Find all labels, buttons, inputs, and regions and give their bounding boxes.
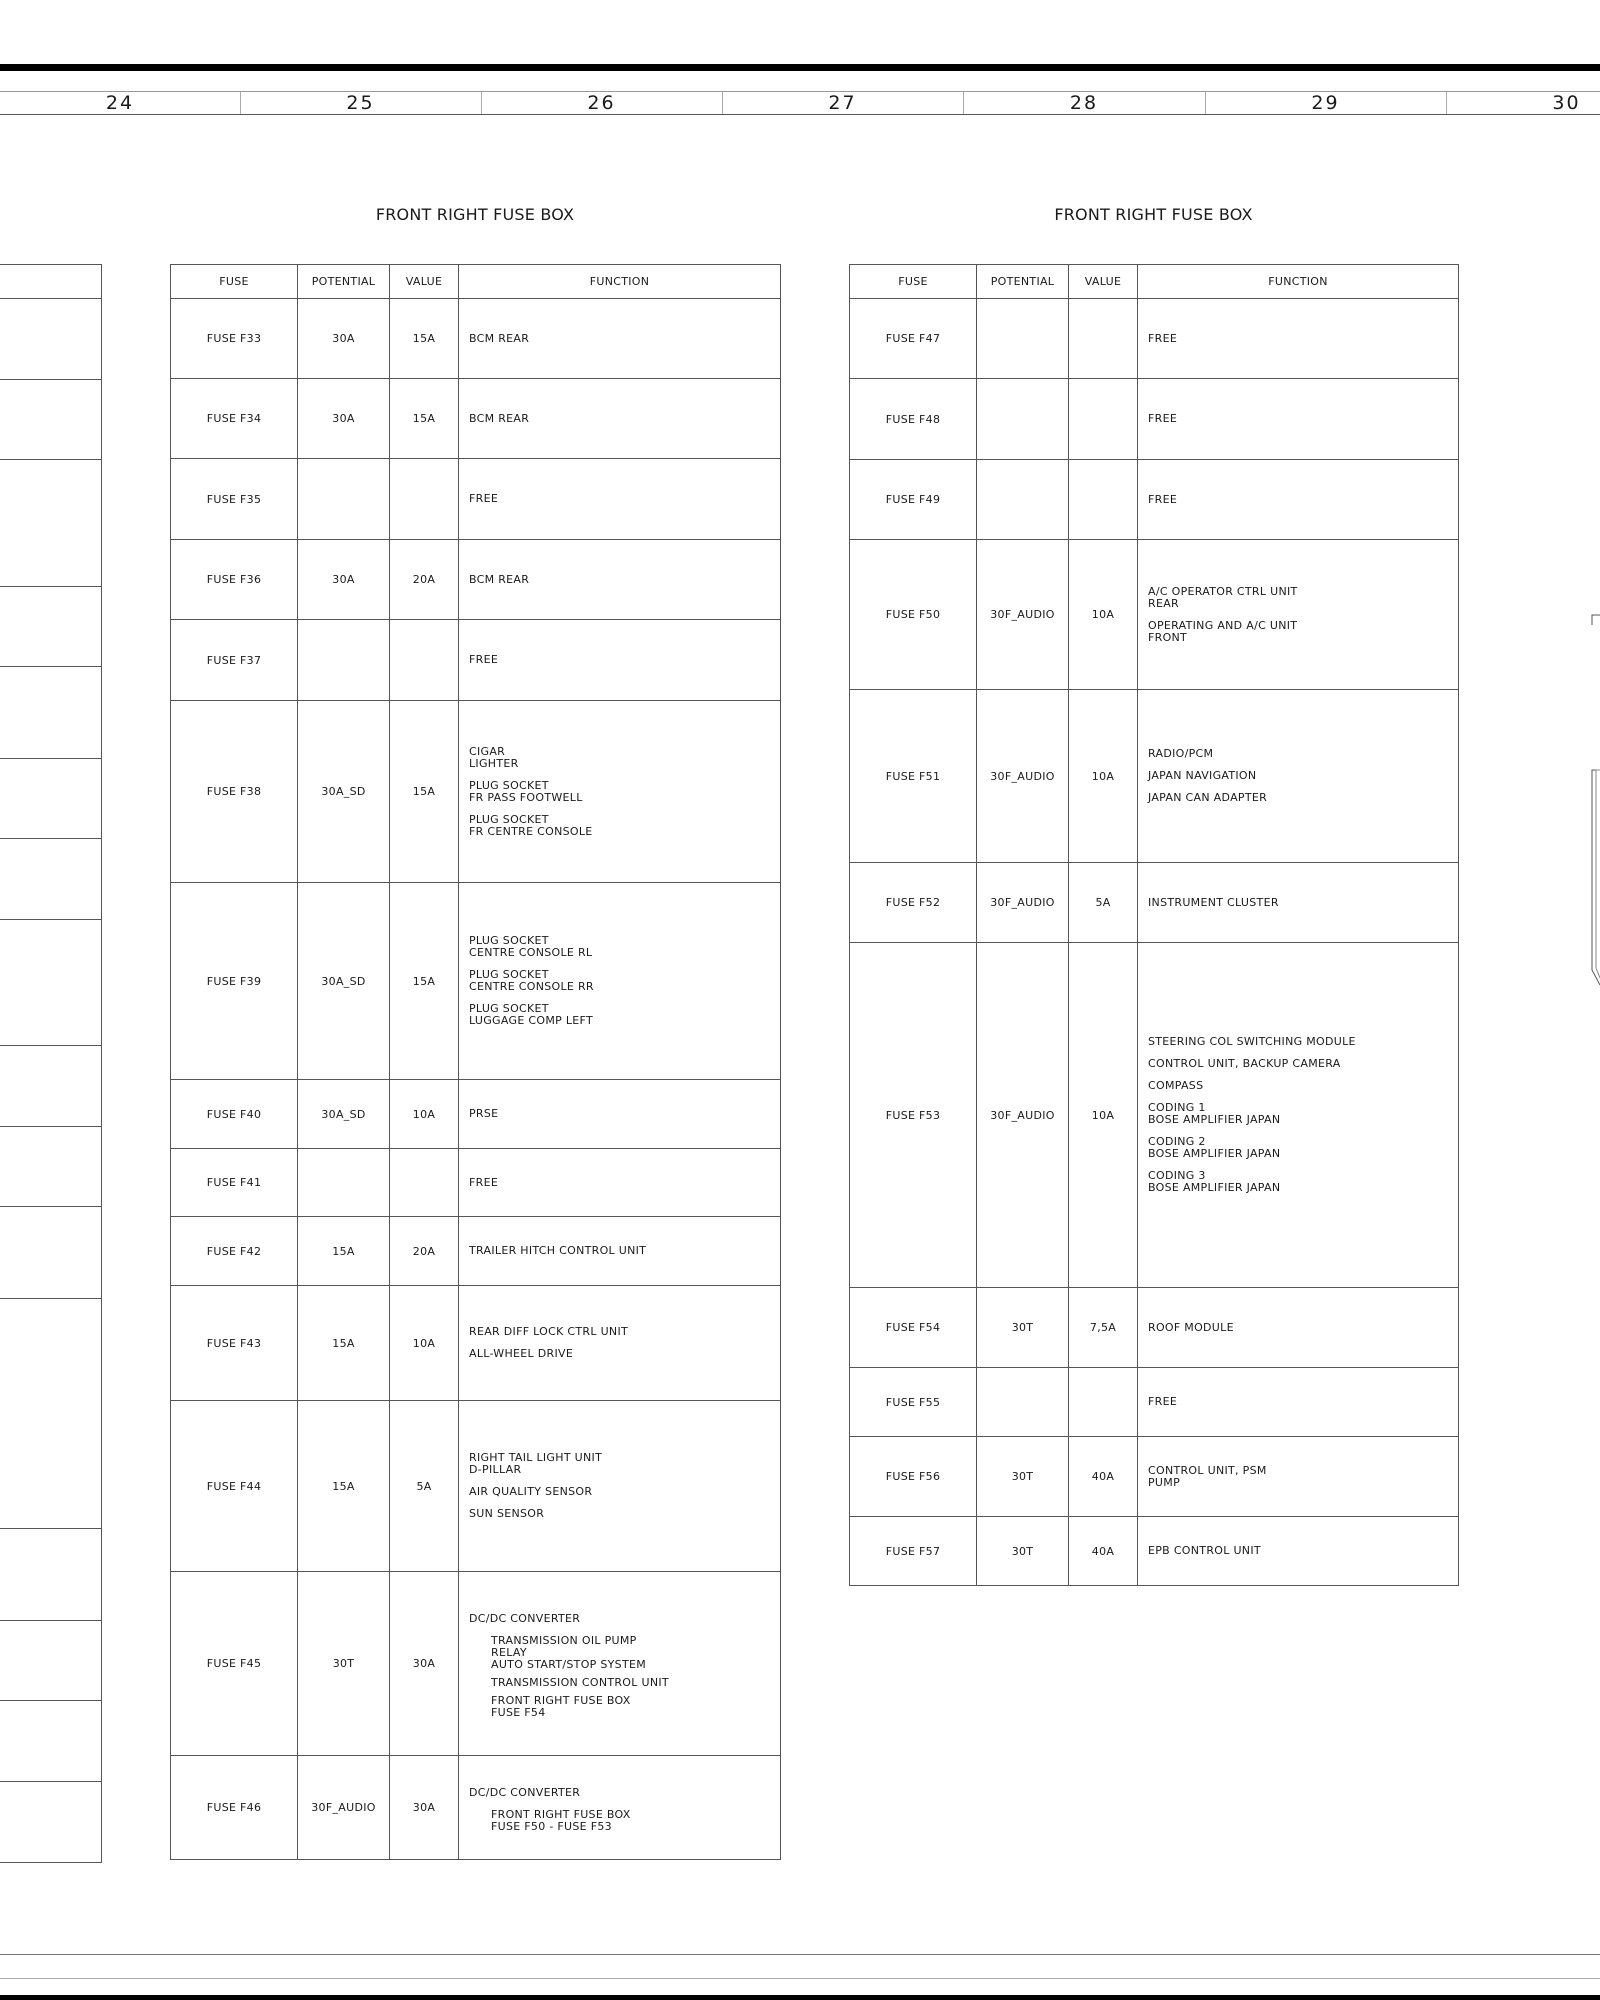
function-entry: CODING 2 BOSE AMPLIFIER JAPAN xyxy=(1148,1135,1281,1160)
table-row xyxy=(171,459,781,540)
fuse-cell: FUSE F40 xyxy=(171,1080,298,1149)
value-cell: 5A xyxy=(1069,863,1138,943)
function-cell xyxy=(459,1756,781,1860)
function-cell xyxy=(459,1286,781,1401)
potential-cell: 30F_AUDIO xyxy=(977,943,1069,1288)
fuse-cell: FUSE F37 xyxy=(171,620,298,701)
table-rule xyxy=(0,1781,101,1782)
function-entry: OPERATING AND A/C UNIT FRONT xyxy=(1148,618,1298,644)
fuse-cell: FUSE F56 xyxy=(850,1437,977,1517)
function-entry: EPB CONTROL UNIT xyxy=(1148,1544,1261,1557)
table-rule xyxy=(0,1206,101,1207)
column-ruler xyxy=(0,91,1600,115)
value-cell xyxy=(390,1149,459,1217)
header-fuse: FUSE xyxy=(850,265,977,299)
value-cell: 15A xyxy=(390,299,459,379)
table-row xyxy=(171,1149,781,1217)
table-row xyxy=(171,883,781,1080)
function-entry: JAPAN CAN ADAPTER xyxy=(1148,791,1268,804)
function-cell xyxy=(1138,690,1459,863)
potential-cell: 30A xyxy=(298,379,390,459)
bottom-border-bar xyxy=(0,1995,1600,2000)
right-fuse-table xyxy=(849,264,1459,1586)
table-rule xyxy=(0,264,101,265)
function-entry: ALL-WHEEL DRIVE xyxy=(469,1347,574,1360)
function-cell xyxy=(1138,460,1459,540)
potential-cell: 30T xyxy=(298,1572,390,1756)
value-cell: 40A xyxy=(1069,1517,1138,1586)
function-entry: JAPAN NAVIGATION xyxy=(1148,769,1257,782)
potential-cell xyxy=(298,459,390,540)
potential-cell: 30A xyxy=(298,540,390,620)
function-entry: FRONT RIGHT FUSE BOX FUSE F54 xyxy=(491,1693,631,1719)
table-row xyxy=(171,1756,781,1860)
function-entry: CONTROL UNIT, PSM PUMP xyxy=(1148,1463,1267,1489)
function-cell xyxy=(459,1080,781,1149)
value-cell: 40A xyxy=(1069,1437,1138,1517)
header-fuse: FUSE xyxy=(171,265,298,299)
value-cell xyxy=(1069,1368,1138,1437)
value-cell xyxy=(390,620,459,701)
fuse-cell: FUSE F34 xyxy=(171,379,298,459)
table-rule xyxy=(0,1620,101,1621)
ruler-cell: 27 xyxy=(828,92,857,114)
function-entry: STEERING COL SWITCHING MODULE xyxy=(1148,1035,1356,1048)
potential-cell xyxy=(298,1149,390,1217)
table-row xyxy=(850,1368,1459,1437)
fuse-cell: FUSE F54 xyxy=(850,1288,977,1368)
function-entry: ROOF MODULE xyxy=(1148,1320,1234,1334)
header-value: VALUE xyxy=(390,265,459,299)
table-rule xyxy=(0,1298,101,1299)
value-cell: 10A xyxy=(1069,943,1138,1288)
table-rule xyxy=(0,838,101,839)
value-cell: 10A xyxy=(390,1080,459,1149)
function-cell xyxy=(459,1149,781,1217)
potential-cell: 30A_SD xyxy=(298,883,390,1080)
function-cell xyxy=(459,620,781,701)
table-row xyxy=(850,1517,1459,1586)
table-rule xyxy=(0,1045,101,1046)
value-cell xyxy=(1069,299,1138,379)
function-entry: FREE xyxy=(1148,492,1178,506)
bottom-rule xyxy=(0,1978,1600,1979)
function-entry: DC/DC CONVERTER xyxy=(469,1611,581,1625)
value-cell: 30A xyxy=(390,1572,459,1756)
value-cell: 15A xyxy=(390,379,459,459)
function-entry: CODING 1 BOSE AMPLIFIER JAPAN xyxy=(1148,1101,1281,1126)
function-entry: FREE xyxy=(469,1175,499,1189)
right-fuse-box-title: FRONT RIGHT FUSE BOX xyxy=(1054,205,1253,224)
function-cell xyxy=(459,883,781,1080)
fuse-cell: FUSE F44 xyxy=(171,1401,298,1572)
table-row xyxy=(850,460,1459,540)
value-cell: 20A xyxy=(390,1217,459,1286)
function-cell xyxy=(459,1217,781,1286)
function-entry: SUN SENSOR xyxy=(469,1507,545,1520)
table-row xyxy=(171,620,781,701)
potential-cell xyxy=(977,1368,1069,1437)
function-cell xyxy=(1138,299,1459,379)
fuse-cell: FUSE F46 xyxy=(171,1756,298,1860)
potential-cell xyxy=(977,460,1069,540)
ruler-cell: 24 xyxy=(105,92,135,114)
function-cell xyxy=(1138,540,1459,690)
potential-cell: 15A xyxy=(298,1217,390,1286)
function-entry: COMPASS xyxy=(1148,1079,1204,1092)
fuse-cell: FUSE F48 xyxy=(850,379,977,460)
top-border-bar xyxy=(0,64,1600,71)
table-rule xyxy=(0,586,101,587)
function-cell xyxy=(1138,1437,1459,1517)
potential-cell: 30A xyxy=(298,299,390,379)
function-entry: PLUG SOCKET FR PASS FOOTWELL xyxy=(469,778,583,804)
function-cell xyxy=(1138,1517,1459,1586)
potential-cell: 30T xyxy=(977,1437,1069,1517)
ruler-cell: 30 xyxy=(1552,92,1581,114)
function-cell xyxy=(1138,379,1459,460)
table-row xyxy=(850,690,1459,863)
function-entry: FREE xyxy=(1148,412,1178,425)
function-entry: BCM REAR xyxy=(469,411,530,425)
function-cell xyxy=(459,1572,781,1756)
fuse-cell: FUSE F43 xyxy=(171,1286,298,1401)
potential-cell: 30F_AUDIO xyxy=(298,1756,390,1860)
function-entry: TRAILER HITCH CONTROL UNIT xyxy=(469,1244,647,1257)
function-entry: A/C OPERATOR CTRL UNIT REAR xyxy=(1148,584,1298,610)
bottom-rule xyxy=(0,1954,1600,1955)
value-cell xyxy=(1069,379,1138,460)
value-cell: 10A xyxy=(1069,540,1138,690)
value-cell xyxy=(390,459,459,540)
function-entry: FREE xyxy=(469,492,499,505)
header-value: VALUE xyxy=(1069,265,1138,299)
function-cell xyxy=(459,299,781,379)
value-cell: 7,5A xyxy=(1069,1288,1138,1368)
fuse-cell: FUSE F49 xyxy=(850,460,977,540)
table-row xyxy=(850,299,1459,379)
function-cell xyxy=(459,379,781,459)
potential-cell: 30F_AUDIO xyxy=(977,540,1069,690)
table-rule xyxy=(0,1700,101,1701)
value-cell: 30A xyxy=(390,1756,459,1860)
value-cell xyxy=(1069,460,1138,540)
header-potential: POTENTIAL xyxy=(977,265,1069,299)
table-rule xyxy=(0,459,101,460)
table-row xyxy=(171,1401,781,1572)
value-cell: 15A xyxy=(390,883,459,1080)
table-rule xyxy=(0,666,101,667)
table-row xyxy=(171,1080,781,1149)
table-rule xyxy=(0,1862,101,1863)
header-function: FUNCTION xyxy=(459,265,781,299)
function-entry: FREE xyxy=(1148,331,1178,345)
table-rule xyxy=(0,1126,101,1127)
fuse-cell: FUSE F51 xyxy=(850,690,977,863)
fuse-cell: FUSE F41 xyxy=(171,1149,298,1217)
table-row xyxy=(850,379,1459,460)
header-function: FUNCTION xyxy=(1138,265,1459,299)
value-cell: 5A xyxy=(390,1401,459,1572)
value-cell: 10A xyxy=(390,1286,459,1401)
value-cell: 10A xyxy=(1069,690,1138,863)
table-rule xyxy=(0,298,101,299)
fuse-cell: FUSE F33 xyxy=(171,299,298,379)
function-cell xyxy=(459,701,781,883)
value-cell: 15A xyxy=(390,701,459,883)
table-rule xyxy=(0,1528,101,1529)
potential-cell: 15A xyxy=(298,1286,390,1401)
left-fuse-box-title: FRONT RIGHT FUSE BOX xyxy=(375,205,575,224)
header-potential: POTENTIAL xyxy=(298,265,390,299)
fuse-cell: FUSE F47 xyxy=(850,299,977,379)
function-cell xyxy=(459,1401,781,1572)
table-row xyxy=(171,1217,781,1286)
function-cell xyxy=(1138,863,1459,943)
fuse-cell: FUSE F52 xyxy=(850,863,977,943)
function-entry: CIGAR LIGHTER xyxy=(469,744,519,770)
potential-cell: 30T xyxy=(977,1517,1069,1586)
potential-cell: 30A_SD xyxy=(298,701,390,883)
function-entry: BCM REAR xyxy=(469,572,530,586)
potential-cell: 30F_AUDIO xyxy=(977,690,1069,863)
fuse-cell: FUSE F42 xyxy=(171,1217,298,1286)
value-cell: 20A xyxy=(390,540,459,620)
table-row xyxy=(850,540,1459,690)
table-row xyxy=(850,863,1459,943)
table-row xyxy=(850,1288,1459,1368)
function-entry: REAR DIFF LOCK CTRL UNIT xyxy=(469,1325,629,1338)
function-entry: PLUG SOCKET FR CENTRE CONSOLE xyxy=(469,812,593,838)
potential-cell xyxy=(977,379,1069,460)
function-entry: AIR QUALITY SENSOR xyxy=(469,1485,593,1498)
table-row xyxy=(171,701,781,883)
ruler-cell: 28 xyxy=(1069,92,1099,114)
fuse-cell: FUSE F45 xyxy=(171,1572,298,1756)
function-cell xyxy=(1138,1368,1459,1437)
potential-cell: 30A_SD xyxy=(298,1080,390,1149)
potential-cell: 30F_AUDIO xyxy=(977,863,1069,943)
potential-cell: 30T xyxy=(977,1288,1069,1368)
ruler-cell: 25 xyxy=(346,92,375,114)
table-row xyxy=(171,299,781,379)
fuse-cell: FUSE F50 xyxy=(850,540,977,690)
table-row xyxy=(171,379,781,459)
function-entry: DC/DC CONVERTER xyxy=(469,1785,581,1799)
function-entry: RIGHT TAIL LIGHT UNIT D-PILLAR xyxy=(469,1451,603,1476)
potential-cell xyxy=(298,620,390,701)
table-rule xyxy=(0,919,101,920)
fuse-cell: FUSE F55 xyxy=(850,1368,977,1437)
table-rule xyxy=(0,758,101,759)
fuse-cell: FUSE F53 xyxy=(850,943,977,1288)
ruler-cell: 29 xyxy=(1311,92,1340,114)
adjacent-diagram-fragment xyxy=(1580,600,1600,1000)
table-row xyxy=(850,1437,1459,1517)
fuse-cell: FUSE F57 xyxy=(850,1517,977,1586)
left-fuse-table xyxy=(170,264,781,1860)
table-row xyxy=(171,1572,781,1756)
function-entry: FREE xyxy=(469,653,499,666)
table-rule xyxy=(0,379,101,380)
potential-cell: 15A xyxy=(298,1401,390,1572)
table-row xyxy=(171,1286,781,1401)
function-cell xyxy=(1138,943,1459,1288)
fuse-cell: FUSE F39 xyxy=(171,883,298,1080)
function-entry: PLUG SOCKET CENTRE CONSOLE RR xyxy=(469,968,594,993)
function-entry: CODING 3 BOSE AMPLIFIER JAPAN xyxy=(1148,1169,1281,1194)
previous-table-fragment xyxy=(0,264,102,1863)
function-entry: INSTRUMENT CLUSTER xyxy=(1148,895,1279,909)
fuse-cell: FUSE F35 xyxy=(171,459,298,540)
function-entry: TRANSMISSION OIL PUMP RELAY AUTO START/STOP SYSTEM xyxy=(491,1633,647,1671)
function-entry: PRSE xyxy=(469,1107,499,1120)
function-cell xyxy=(1138,1288,1459,1368)
function-entry: FREE xyxy=(1148,1395,1178,1408)
function-entry: RADIO/PCM xyxy=(1148,747,1214,760)
potential-cell xyxy=(977,299,1069,379)
function-cell xyxy=(459,540,781,620)
fuse-cell: FUSE F38 xyxy=(171,701,298,883)
ruler-cell: 26 xyxy=(587,92,616,114)
function-cell xyxy=(459,459,781,540)
table-row xyxy=(171,540,781,620)
function-entry: FRONT RIGHT FUSE BOX FUSE F50 - FUSE F53 xyxy=(491,1807,631,1833)
fuse-cell: FUSE F36 xyxy=(171,540,298,620)
function-entry: PLUG SOCKET LUGGAGE COMP LEFT xyxy=(469,1002,593,1027)
function-entry: PLUG SOCKET CENTRE CONSOLE RL xyxy=(469,934,593,959)
function-entry: TRANSMISSION CONTROL UNIT xyxy=(491,1675,669,1689)
function-entry: BCM REAR xyxy=(469,331,530,345)
table-row xyxy=(850,943,1459,1288)
function-entry: CONTROL UNIT, BACKUP CAMERA xyxy=(1148,1057,1341,1070)
